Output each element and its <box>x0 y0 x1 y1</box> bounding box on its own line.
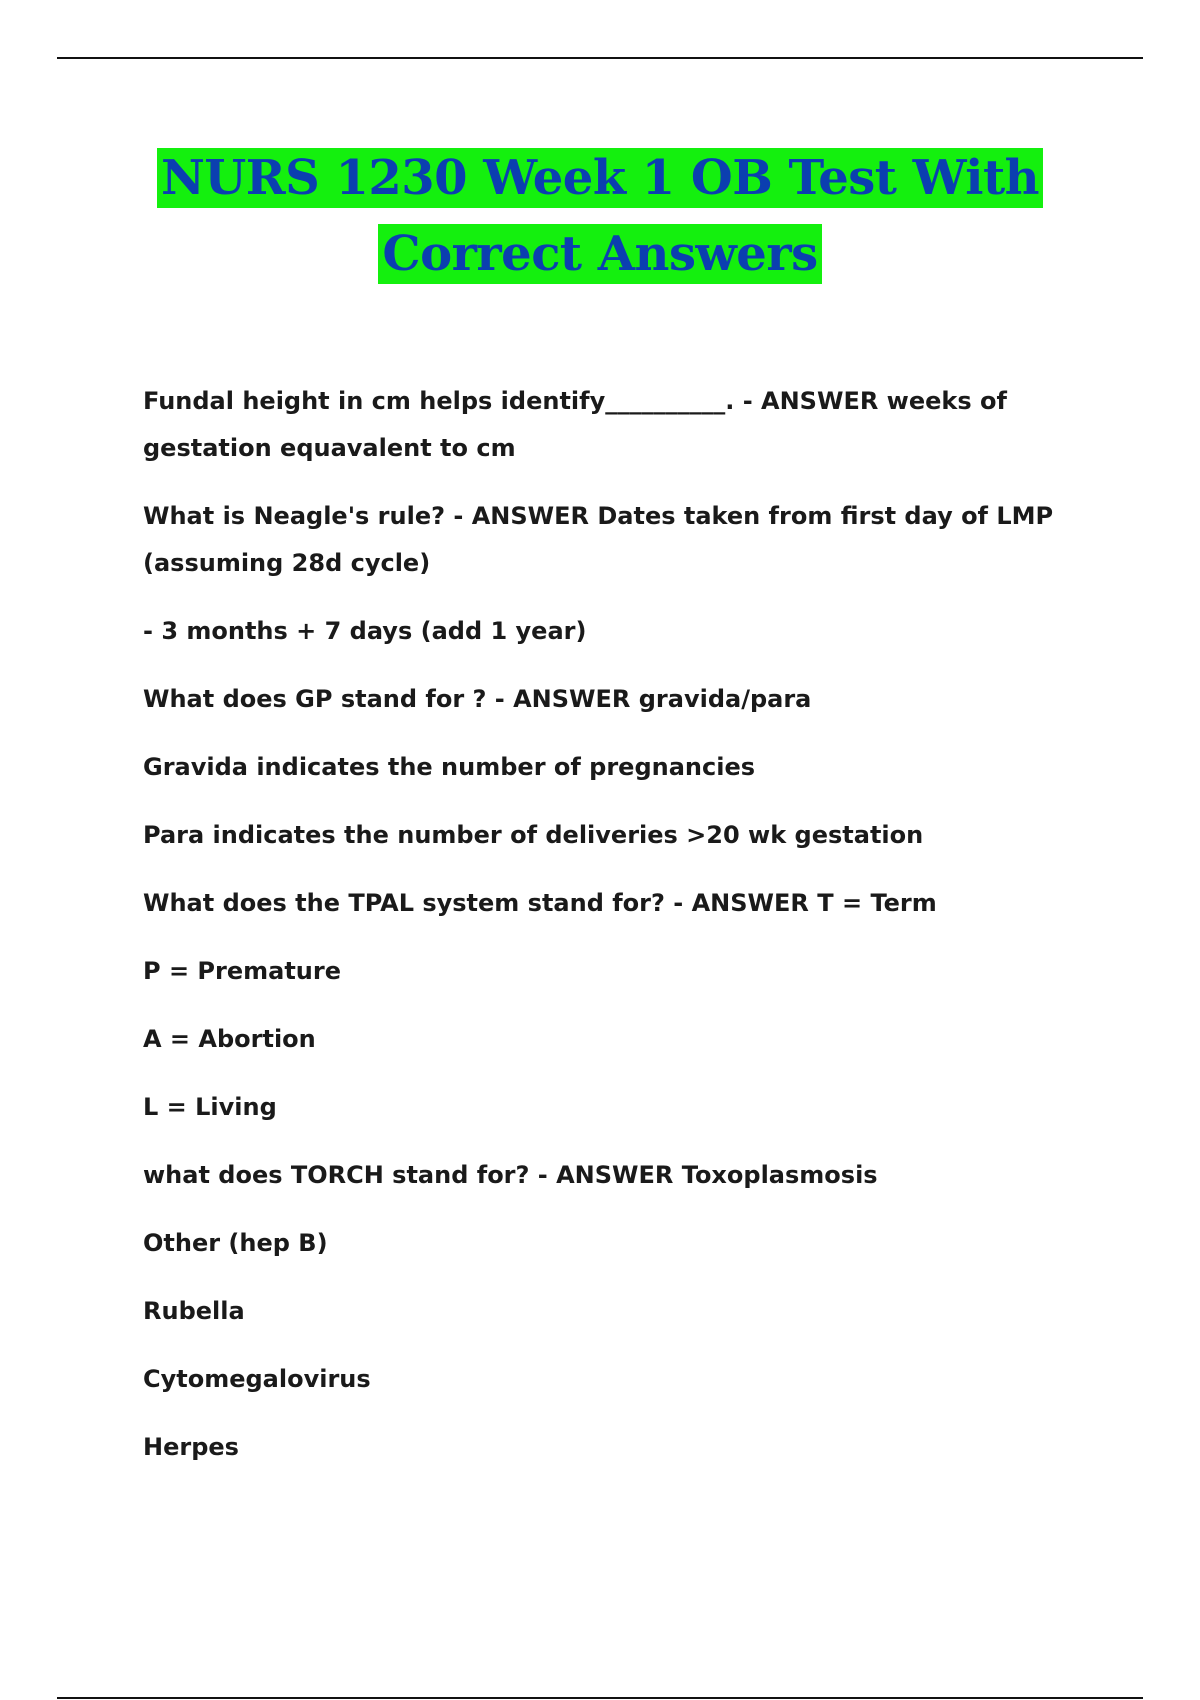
top-divider <box>57 57 1143 59</box>
qa-paragraph: Cytomegalovirus <box>143 1365 371 1393</box>
qa-paragraph: What is Neagle's rule? - ANSWER Dates taken from first day of LMP (assuming 28d cycle) <box>143 502 1054 577</box>
title-highlight: NURS 1230 Week 1 OB Test With Correct Answers <box>157 148 1043 284</box>
qa-paragraph: Other (hep B) <box>143 1229 328 1257</box>
qa-paragraph: A = Abortion <box>143 1025 316 1053</box>
qa-paragraph: - 3 months + 7 days (add 1 year) <box>143 617 587 645</box>
qa-paragraph: Rubella <box>143 1297 245 1325</box>
document-body <box>143 378 1063 1492</box>
qa-paragraph: Herpes <box>143 1433 239 1461</box>
bottom-divider <box>57 1697 1143 1699</box>
qa-paragraph: Fundal height in cm helps identify__________. - ANSWER weeks of gestation equavalent to cm <box>143 387 1007 462</box>
qa-paragraph: L = Living <box>143 1093 277 1121</box>
qa-paragraph: what does TORCH stand for? - ANSWER Toxoplasmosis <box>143 1161 878 1189</box>
qa-paragraph: What does the TPAL system stand for? - ANSWER T = Term <box>143 889 937 917</box>
qa-paragraph: P = Premature <box>143 957 341 985</box>
qa-paragraph: Para indicates the number of deliveries >20 wk gestation <box>143 821 924 849</box>
page-title <box>60 140 1140 292</box>
qa-paragraph: Gravida indicates the number of pregnancies <box>143 753 756 781</box>
qa-paragraph: What does GP stand for ? - ANSWER gravida/para <box>143 685 812 713</box>
